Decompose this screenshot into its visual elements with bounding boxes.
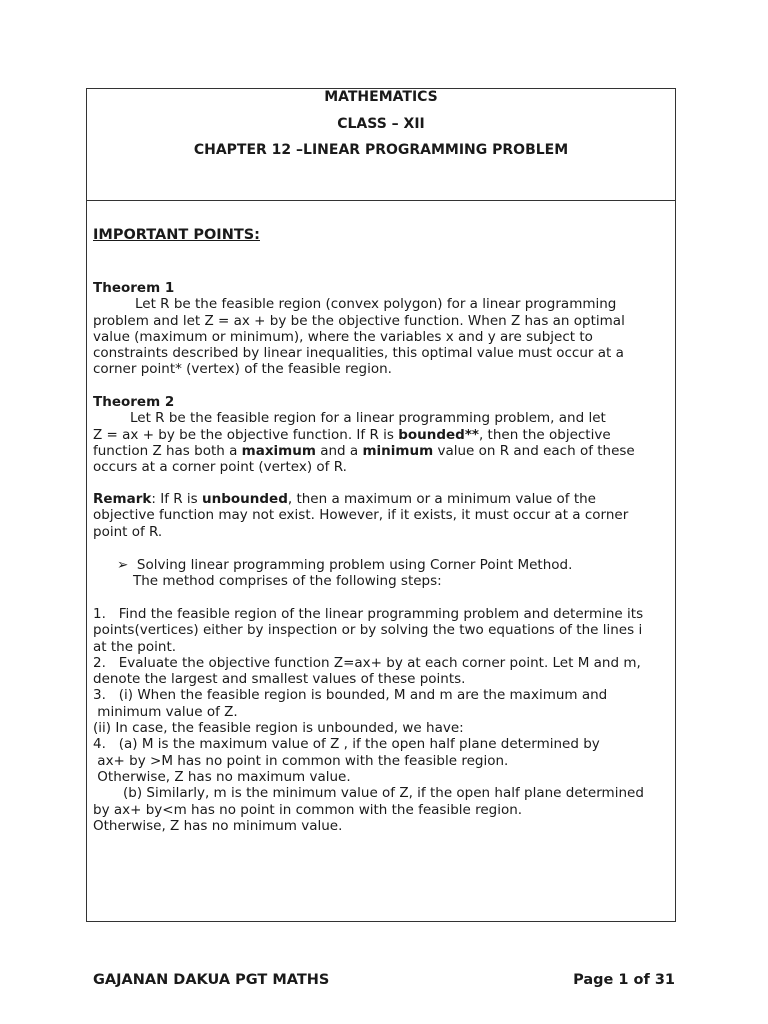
class-title: CLASS – XII: [337, 116, 425, 132]
steps-list: [93, 606, 677, 834]
bold-text: unbounded: [202, 491, 288, 507]
step-line: Otherwise, Z has no maximum value.: [93, 768, 351, 785]
arrow-bullet-icon: ➢: [117, 557, 129, 573]
theorem-1-line: constraints described by linear inequalities, this optimal value must occur at a: [93, 345, 624, 362]
theorem-2-line: Let R be the feasible region for a linear programming problem, and let: [130, 410, 606, 427]
step-line: 2. Evaluate the objective function Z=ax+ by at each corner point. Let M and m,: [93, 654, 641, 671]
text-run: , then the objective: [478, 426, 611, 443]
theorem-1-line: corner point* (vertex) of the feasible region.: [93, 361, 392, 378]
step-line: Otherwise, Z has no minimum value.: [93, 817, 343, 834]
theorem-1-line: Let R be the feasible region (convex polygon) for a linear programming: [135, 296, 617, 313]
theorem-2-title: Theorem 2: [93, 394, 175, 410]
bold-text: minimum: [362, 442, 434, 459]
theorem-1-line: value (maximum or minimum), where the variables x and y are subject to: [93, 328, 593, 345]
remark-label: Remark: [93, 491, 152, 507]
method-intro: The method comprises of the following steps:: [133, 573, 442, 590]
section-title: IMPORTANT POINTS:: [93, 227, 260, 243]
theorem-2-line: [93, 427, 635, 443]
text-run: and a: [315, 442, 363, 459]
step-line: points(vertices) either by inspection or by solving the two equations of the lines i: [93, 622, 643, 639]
step-line: 4. (a) M is the maximum value of Z , if the open half plane determined by: [93, 736, 600, 753]
remark: [93, 491, 628, 540]
page-frame: [86, 88, 676, 922]
theorem-2: [93, 394, 635, 475]
chapter-title: CHAPTER 12 –LINEAR PROGRAMMING PROBLEM: [193, 142, 569, 158]
theorem-2-line: [93, 443, 635, 459]
step-line: denote the largest and smallest values of these points.: [93, 671, 466, 688]
step-line: 3. (i) When the feasible region is bounded, M and m are the maximum and: [93, 687, 608, 704]
bold-text: maximum: [241, 442, 316, 459]
text-run: value on R and each of these: [433, 442, 635, 459]
document-header: [87, 89, 675, 201]
bold-text: bounded**: [398, 426, 479, 443]
remark-line: objective function may not exist. However, if it exists, it must occur at a corner: [93, 507, 629, 524]
text-run: , then a maximum or a minimum value of the: [287, 491, 596, 507]
method: [93, 557, 572, 590]
step-line: ax+ by >M has no point in common with the feasible region.: [93, 752, 509, 769]
theorem-1-line: problem and let Z = ax + by be the objective function. When Z has an optimal: [93, 312, 625, 329]
text-run: Z = ax + by be the objective function. If R is: [93, 426, 399, 443]
remark-line: point of R.: [93, 523, 163, 540]
page-number: Page 1 of 31: [573, 972, 675, 988]
subject-title: MATHEMATICS: [324, 89, 438, 105]
step-line: (b) Similarly, m is the minimum value of Z, if the open half plane determined: [93, 785, 644, 802]
step-line: minimum value of Z.: [93, 703, 238, 720]
step-line: (ii) In case, the feasible region is unbounded, we have:: [93, 720, 464, 737]
footer-author: GAJANAN DAKUA PGT MATHS: [93, 972, 330, 988]
remark-line: [93, 491, 628, 507]
theorem-1: [93, 280, 625, 378]
method-title: Solving linear programming problem using Corner Point Method.: [136, 557, 573, 573]
step-line: by ax+ by<m has no point in common with the feasible region.: [93, 801, 523, 818]
theorem-2-line: occurs at a corner point (vertex) of R.: [93, 459, 347, 476]
theorem-1-title: Theorem 1: [93, 280, 175, 296]
text-run: : If R is: [151, 491, 202, 507]
step-line: at the point.: [93, 638, 177, 655]
method-bullet-line: [93, 557, 572, 573]
step-line: 1. Find the feasible region of the linear programming problem and determine its: [93, 606, 644, 622]
text-run: function Z has both a: [93, 442, 242, 459]
